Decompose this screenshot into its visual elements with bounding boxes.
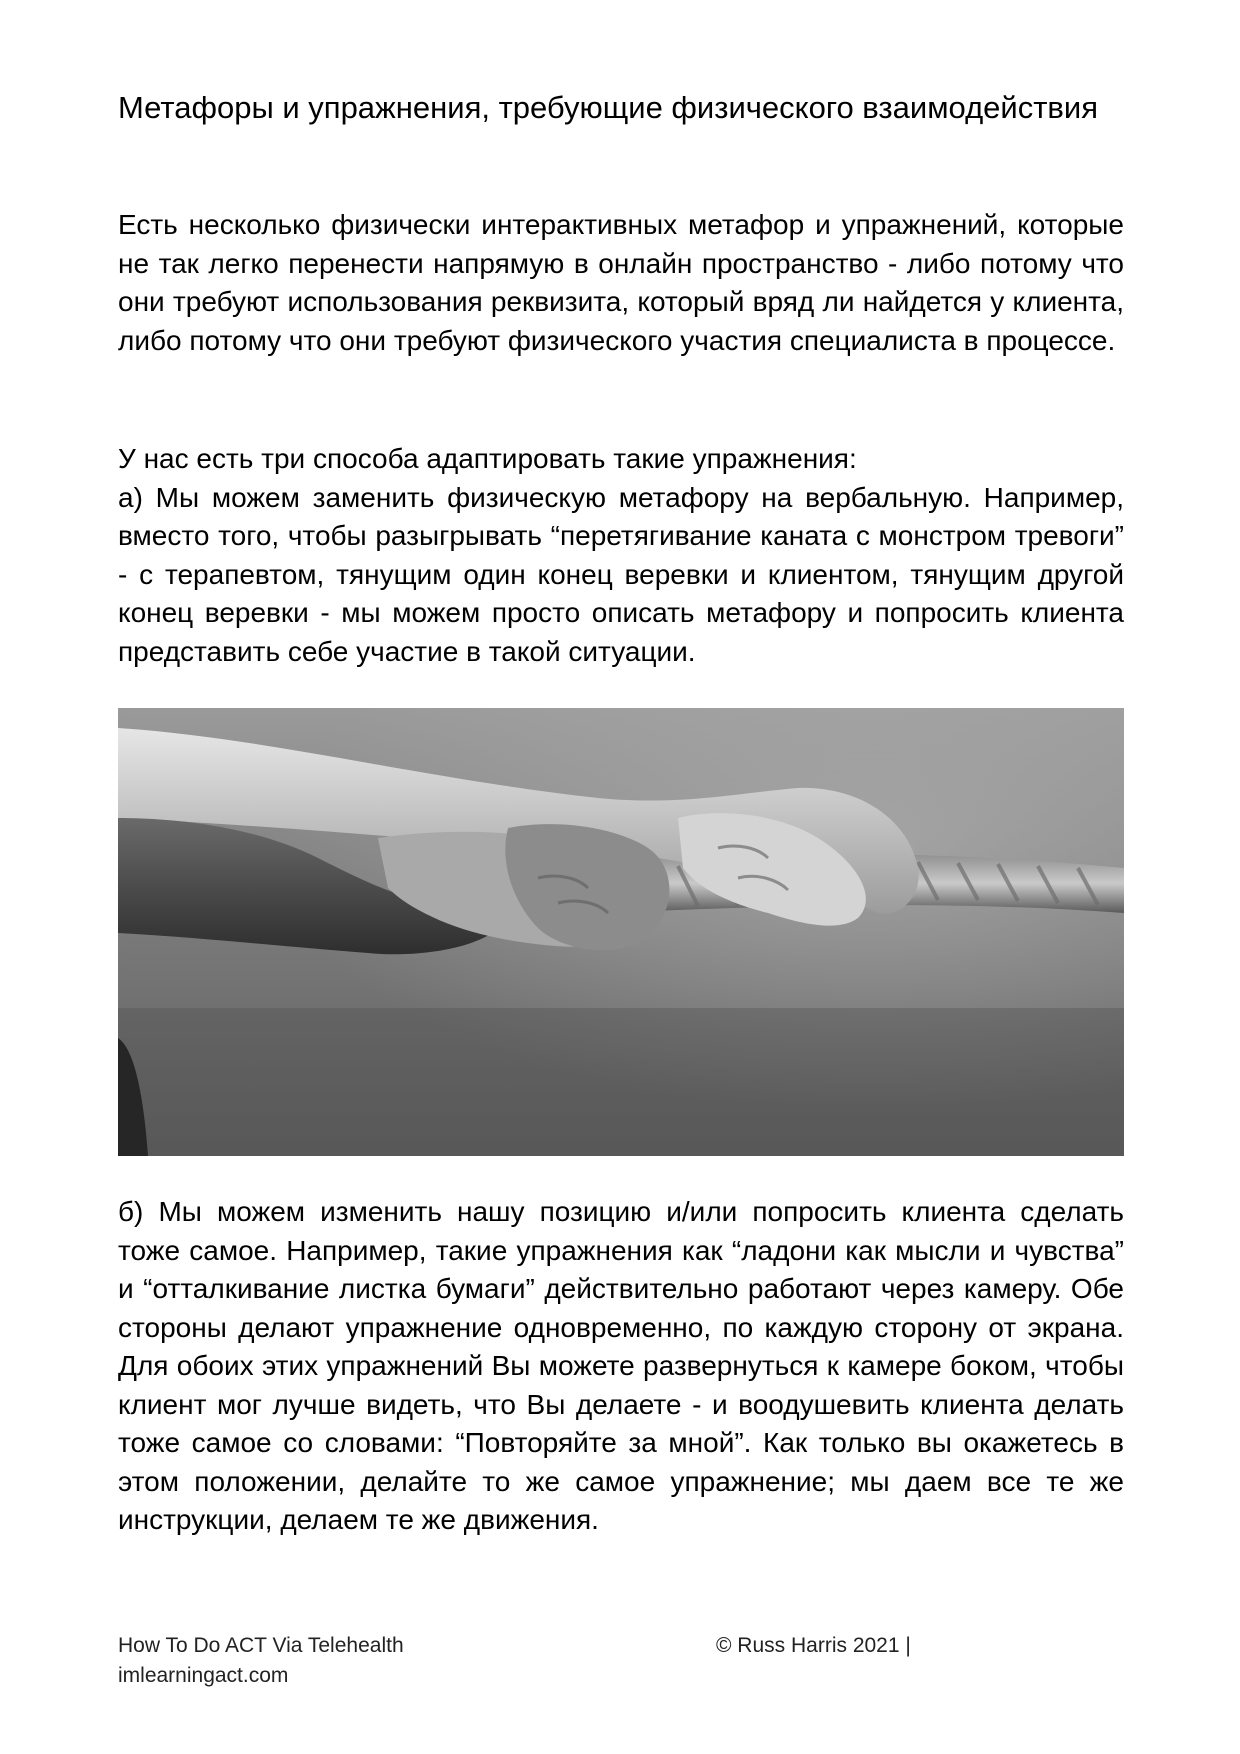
footer-title: How To Do ACT Via Telehealth (118, 1634, 404, 1657)
paragraph-intro: Есть несколько физически интерактивных метафор и упражнений, которые не так легко перенести напрямую в онлайн пространство - либо потому что они требуют использования реквизита, который вряд ли найдется у клиента, либо потому что они требуют физического участия специалиста в процессе. (118, 209, 1124, 356)
section-heading: Метафоры и упражнения, требующие физического взаимодействия (118, 90, 1098, 125)
paragraph-adaptation-methods (118, 440, 1124, 671)
adaptation-methods-intro: У нас есть три способа адаптировать такие упражнения: (118, 443, 857, 474)
adaptation-method-a: а) Мы можем заменить физическую метафору на вербальную. Например, вместо того, чтобы разыгрывать “перетягивание каната с монстром тревоги” - с терапевтом, тянущим один конец веревки и клиентом, тянущим другой конец веревки - мы можем просто описать метафору и попросить клиента представить себе участие в такой ситуации. (118, 481, 1124, 667)
footer-copyright: © Russ Harris 2021 | (716, 1634, 911, 1657)
paragraph-adaptation-method-b: б) Мы можем изменить нашу позицию и/или попросить клиента сделать тоже самое. Например, такие упражнения как “ладони как мысли и чувства” и “отталкивание листка бумаги” действительно работают через камеру. Обе стороны делают упражнение одновременно, по каждую сторону от экрана. Для обоих этих упражнений Вы можете развернуться к камере боком, чтобы клиент мог лучше видеть, что Вы делаете - и воодушевить клиента делать тоже самое со словами: “Повторяйте за мной”. Как только вы окажетесь в этом положении, делайте то же самое упражнение; мы даем все те же инструкции, делаем те же движения. (118, 1196, 1124, 1535)
tug-of-war-photo (118, 708, 1124, 1156)
footer-website-link[interactable]: imlearningact.com (118, 1664, 289, 1687)
